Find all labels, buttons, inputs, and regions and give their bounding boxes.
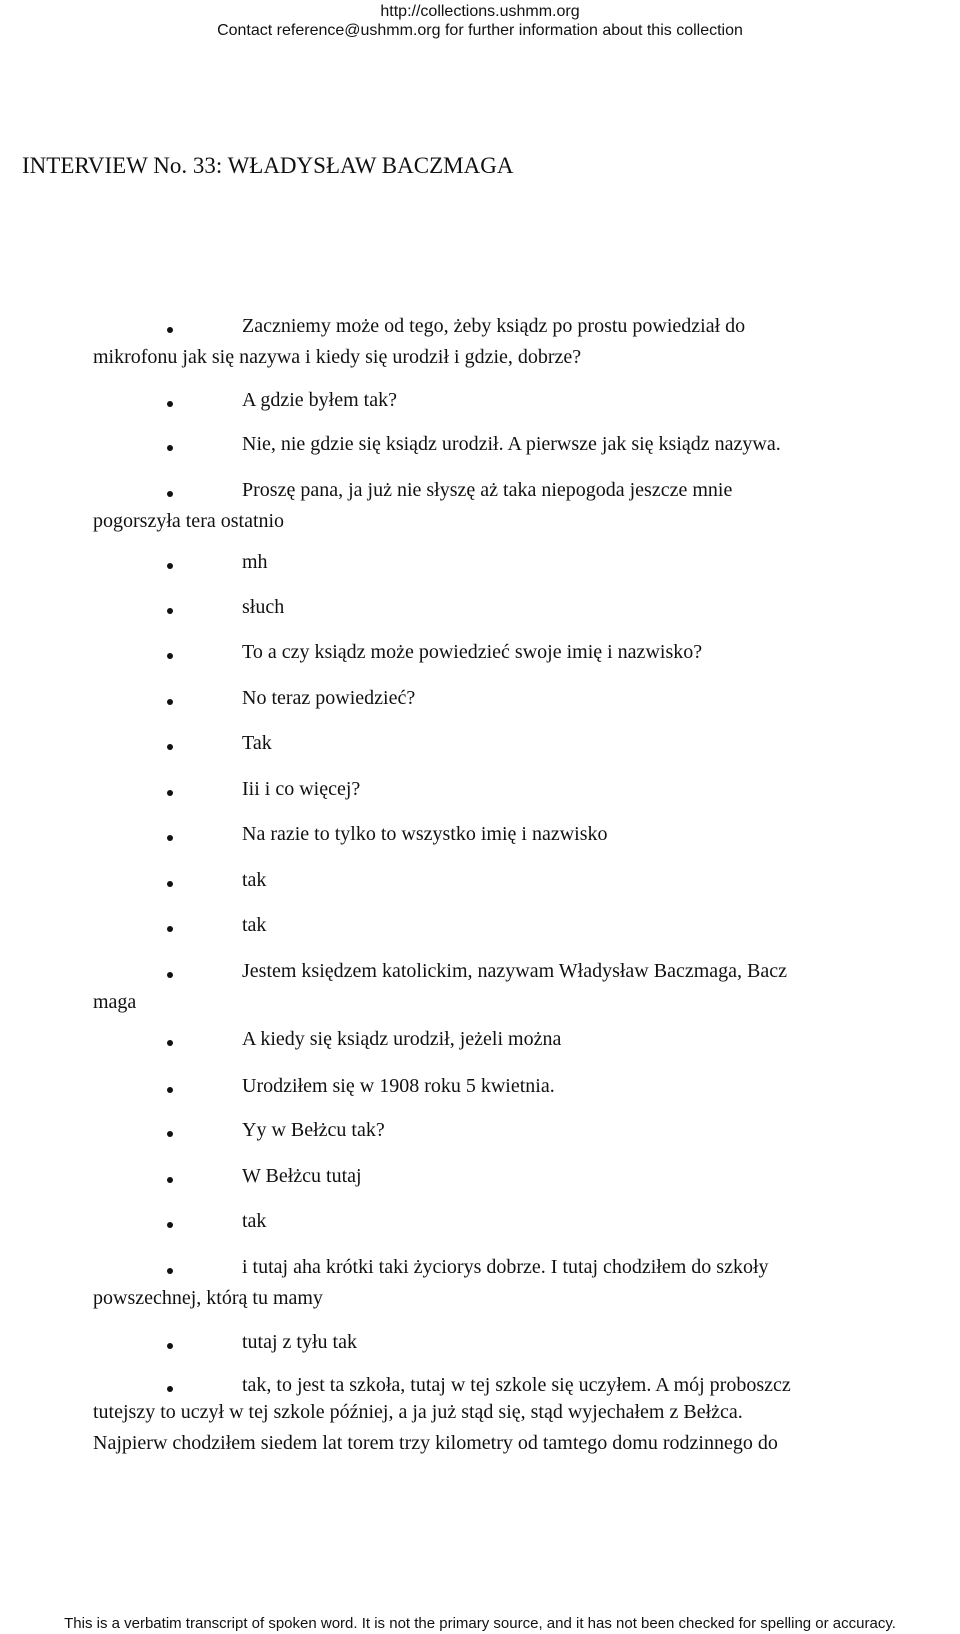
entry-text: To a czy ksiądz może powiedzieć swoje imię i nazwisko? (242, 641, 703, 663)
bullet-icon (167, 1343, 173, 1349)
page-title: INTERVIEW No. 33: WŁADYSŁAW BACZMAGA (22, 153, 514, 178)
bullet-icon (167, 608, 173, 614)
bullet-icon (167, 1177, 173, 1183)
bullet-icon (167, 401, 173, 407)
header-url[interactable]: http://collections.ushmm.org (380, 3, 580, 20)
entry-text: tak (242, 914, 267, 936)
bullet-icon (167, 1131, 173, 1137)
entry-text: Na razie to tylko to wszystko imię i nazwisko (242, 823, 608, 845)
bullet-icon (167, 653, 173, 659)
bullet-icon (167, 972, 173, 978)
bullet-icon (167, 445, 173, 451)
bullet-icon (167, 1386, 173, 1392)
bullet-icon (167, 1268, 173, 1274)
entry-text: mh (242, 551, 268, 573)
header-contact: Contact reference@ushmm.org for further information about this collection (217, 22, 743, 39)
bullet-icon (167, 926, 173, 932)
bullet-icon (167, 327, 173, 333)
entry-text: W Bełżcu tutaj (242, 1165, 362, 1187)
entry-text: Iii i co więcej? (242, 778, 361, 800)
entry-text: A gdzie byłem tak? (242, 389, 397, 411)
bullet-icon (167, 1222, 173, 1228)
bullet-icon (167, 699, 173, 705)
bullet-icon (167, 491, 173, 497)
entry-text: tutaj z tyłu tak (242, 1331, 357, 1353)
entry-text: A kiedy się ksiądz urodził, jeżeli można (242, 1028, 562, 1050)
entry-text: tak, to jest ta szkoła, tutaj w tej szkole się uczyłem. A mój proboszcz (242, 1374, 791, 1396)
entry-text: i tutaj aha krótki taki życiorys dobrze. I tutaj chodziłem do szkoły (242, 1256, 769, 1278)
entry-text: Jestem księdzem katolickim, nazywam Władysław Baczmaga, Bacz (242, 960, 787, 982)
bullet-icon (167, 881, 173, 887)
bullet-icon (167, 563, 173, 569)
entry-continuation: mikrofonu jak się nazywa i kiedy się urodził i gdzie, dobrze? (93, 346, 582, 368)
footer-disclaimer: This is a verbatim transcript of spoken word. It is not the primary source, and it has not been checked for spelling or accuracy. (64, 1615, 896, 1632)
bullet-icon (167, 1087, 173, 1093)
entry-continuation: pogorszyła tera ostatnio (93, 510, 285, 532)
entry-continuation: tutejszy to uczył w tej szkole później, a ja już stąd się, stąd wyjechałem z Bełżca. (93, 1401, 743, 1423)
entry-text: Tak (242, 732, 272, 754)
bullet-icon (167, 1040, 173, 1046)
entry-continuation: Najpierw chodziłem siedem lat torem trzy kilometry od tamtego domu rodzinnego do (93, 1432, 778, 1454)
entry-text: Yy w Bełżcu tak? (242, 1119, 385, 1141)
entry-text: No teraz powiedzieć? (242, 687, 416, 709)
entry-text: Nie, nie gdzie się ksiądz urodził. A pierwsze jak się ksiądz nazywa. (242, 433, 781, 455)
entry-text: Zaczniemy może od tego, żeby ksiądz po prostu powiedział do (242, 315, 746, 337)
entry-text: Urodziłem się w 1908 roku 5 kwietnia. (242, 1075, 555, 1097)
bullet-icon (167, 790, 173, 796)
entry-text: Proszę pana, ja już nie słyszę aż taka niepogoda jeszcze mnie (242, 479, 733, 501)
bullet-icon (167, 835, 173, 841)
entry-continuation: maga (93, 991, 137, 1013)
entry-text: tak (242, 1210, 267, 1232)
entry-text: słuch (242, 596, 285, 618)
entry-continuation: powszechnej, którą tu mamy (93, 1287, 323, 1309)
entry-text: tak (242, 869, 267, 891)
bullet-icon (167, 744, 173, 750)
